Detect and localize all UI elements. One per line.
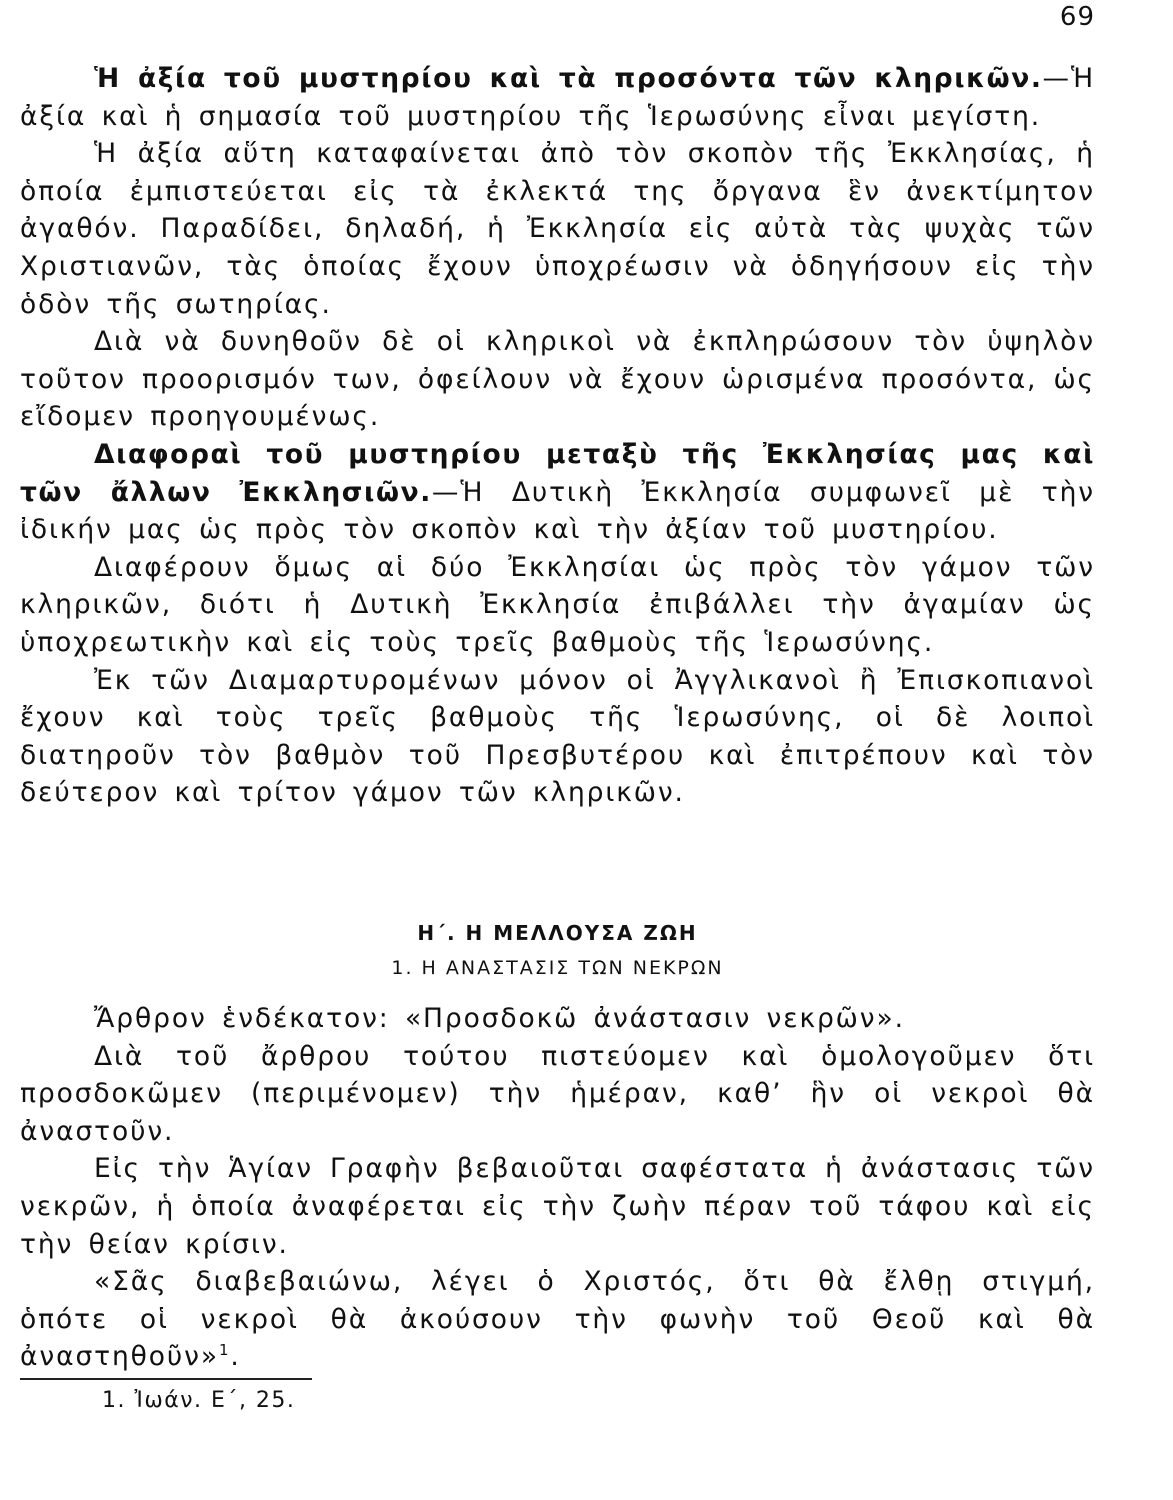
- section-subtitle: 1. Η ΑΝΑΣΤΑΣΙΣ ΤΩΝ ΝΕΚΡΩΝ: [391, 957, 724, 979]
- paragraph: Ἡ ἀξία αὕτη καταφαίνεται ἀπὸ τὸν σκοπὸν τῆς Ἐκκλησίας, ἡ ὁποία ἐμπιστεύεται εἰς τὰ ἐκλεκτά της ὄργανα ἓν ἀνεκτίμητον ἀγαθόν. Παραδίδει, δηλαδή, ἡ Ἐκκλησία εἰς αὐτὰ τὰς ψυχὰς τῶν Χριστιανῶν, τὰς ὁποίας ἔχουν ὑποχρέωσιν νὰ ὁδηγήσουν εἰς τὴν ὁδὸν τῆς σωτηρίας.: [20, 138, 1095, 320]
- paragraph: Εἰς τὴν Ἁγίαν Γραφὴν βεβαιοῦται σαφέστατα ἡ ἀνάστασις τῶν νεκρῶν, ἡ ὁποία ἀναφέρεται εἰς τὴν ζωὴν πέραν τοῦ τάφου καὶ εἰς τὴν θείαν κρίσιν.: [20, 1153, 1095, 1260]
- paragraph-text: «Σᾶς διαβεβαιώνω, λέγει ὁ Χριστός, ὅτι θὰ ἔλθῃ στιγμή, ὁπότε οἱ νεκροὶ θὰ ἀκούσουν τὴν φωνὴν τοῦ Θεοῦ καὶ θὰ ἀναστηθοῦν»: [20, 1266, 1095, 1373]
- section-priesthood-text: [20, 60, 1095, 812]
- section-resurrection-text: [20, 1000, 1095, 1376]
- footnote-reference: 1: [218, 1341, 231, 1360]
- paragraph-text: —Ἡ ἀξία καὶ ἡ σημασία τοῦ μυστηρίου τῆς Ἱερωσύνης εἶναι μεγίστη.: [20, 63, 1095, 132]
- footnote: 1. Ἰωάν. Ε΄, 25.: [102, 1388, 296, 1413]
- heading-differences: Διαφοραὶ τοῦ μυστηρίου μεταξὺ τῆς Ἐκκλησίας μας καὶ τῶν ἄλλων Ἐκκλησιῶν.: [20, 438, 1095, 508]
- paragraph: [20, 60, 1095, 135]
- footnote-divider: [20, 1378, 312, 1380]
- paragraph-text: —Ἡ Δυτικὴ Ἐκκλησία συμφωνεῖ μὲ τὴν ἰδικήν μας ὡς πρὸς τὸν σκοπὸν καὶ τὴν ἀξίαν τοῦ μυστηρίου.: [20, 476, 1095, 546]
- page-number: 69: [1059, 2, 1095, 32]
- heading-value-of-sacrament: Ἡ ἀξία τοῦ μυστηρίου καὶ τὰ προσόντα τῶν κληρικῶν.: [94, 63, 1043, 94]
- paragraph: Ἐκ τῶν Διαμαρτυρομένων μόνον οἱ Ἀγγλικανοὶ ἢ Ἐπισκοπιανοὶ ἔχουν καὶ τοὺς τρεῖς βαθμοὺς τῆς Ἱερωσύνης, οἱ δὲ λοιποὶ διατηροῦν τὸν βαθμὸν τοῦ Πρεσβυτέρου καὶ ἐπιτρέπουν καὶ τὸν δεύτερον καὶ τρίτον γάμον τῶν κληρικῶν.: [20, 664, 1095, 809]
- paragraph: Διὰ νὰ δυνηθοῦν δὲ οἱ κληρικοὶ νὰ ἐκπληρώσουν τὸν ὑψηλὸν τοῦτον προορισμόν των, ὀφείλουν νὰ ἔχουν ὡρισμένα προσόντα, ὡς εἴδομεν προηγουμένως.: [20, 326, 1095, 433]
- paragraph: [20, 1263, 1095, 1376]
- paragraph-end: .: [230, 1341, 241, 1373]
- paragraph: Ἄρθρον ἑνδέκατον: «Προσδοκῶ ἀνάστασιν νεκρῶν».: [94, 1003, 905, 1034]
- paragraph: Διαφέρουν ὅμως αἱ δύο Ἐκκλησίαι ὡς πρὸς τὸν γάμον τῶν κληρικῶν, διότι ἡ Δυτικὴ Ἐκκλησία ἐπιβάλλει τὴν ἀγαμίαν ὡς ὑποχρεωτικὴν καὶ εἰς τοὺς τρεῖς βαθμοὺς τῆς Ἱερωσύνης.: [20, 551, 1095, 658]
- paragraph: [20, 436, 1095, 549]
- section-title: Η΄. Η ΜΕΛΛΟΥΣΑ ΖΩΗ: [417, 921, 698, 945]
- paragraph: Διὰ τοῦ ἄρθρου τούτου πιστεύομεν καὶ ὁμολογοῦμεν ὅτι προσδοκῶμεν (περιμένομεν) τὴν ἡμέραν, καθ’ ἣν οἱ νεκροὶ θὰ ἀναστοῦν.: [20, 1040, 1095, 1147]
